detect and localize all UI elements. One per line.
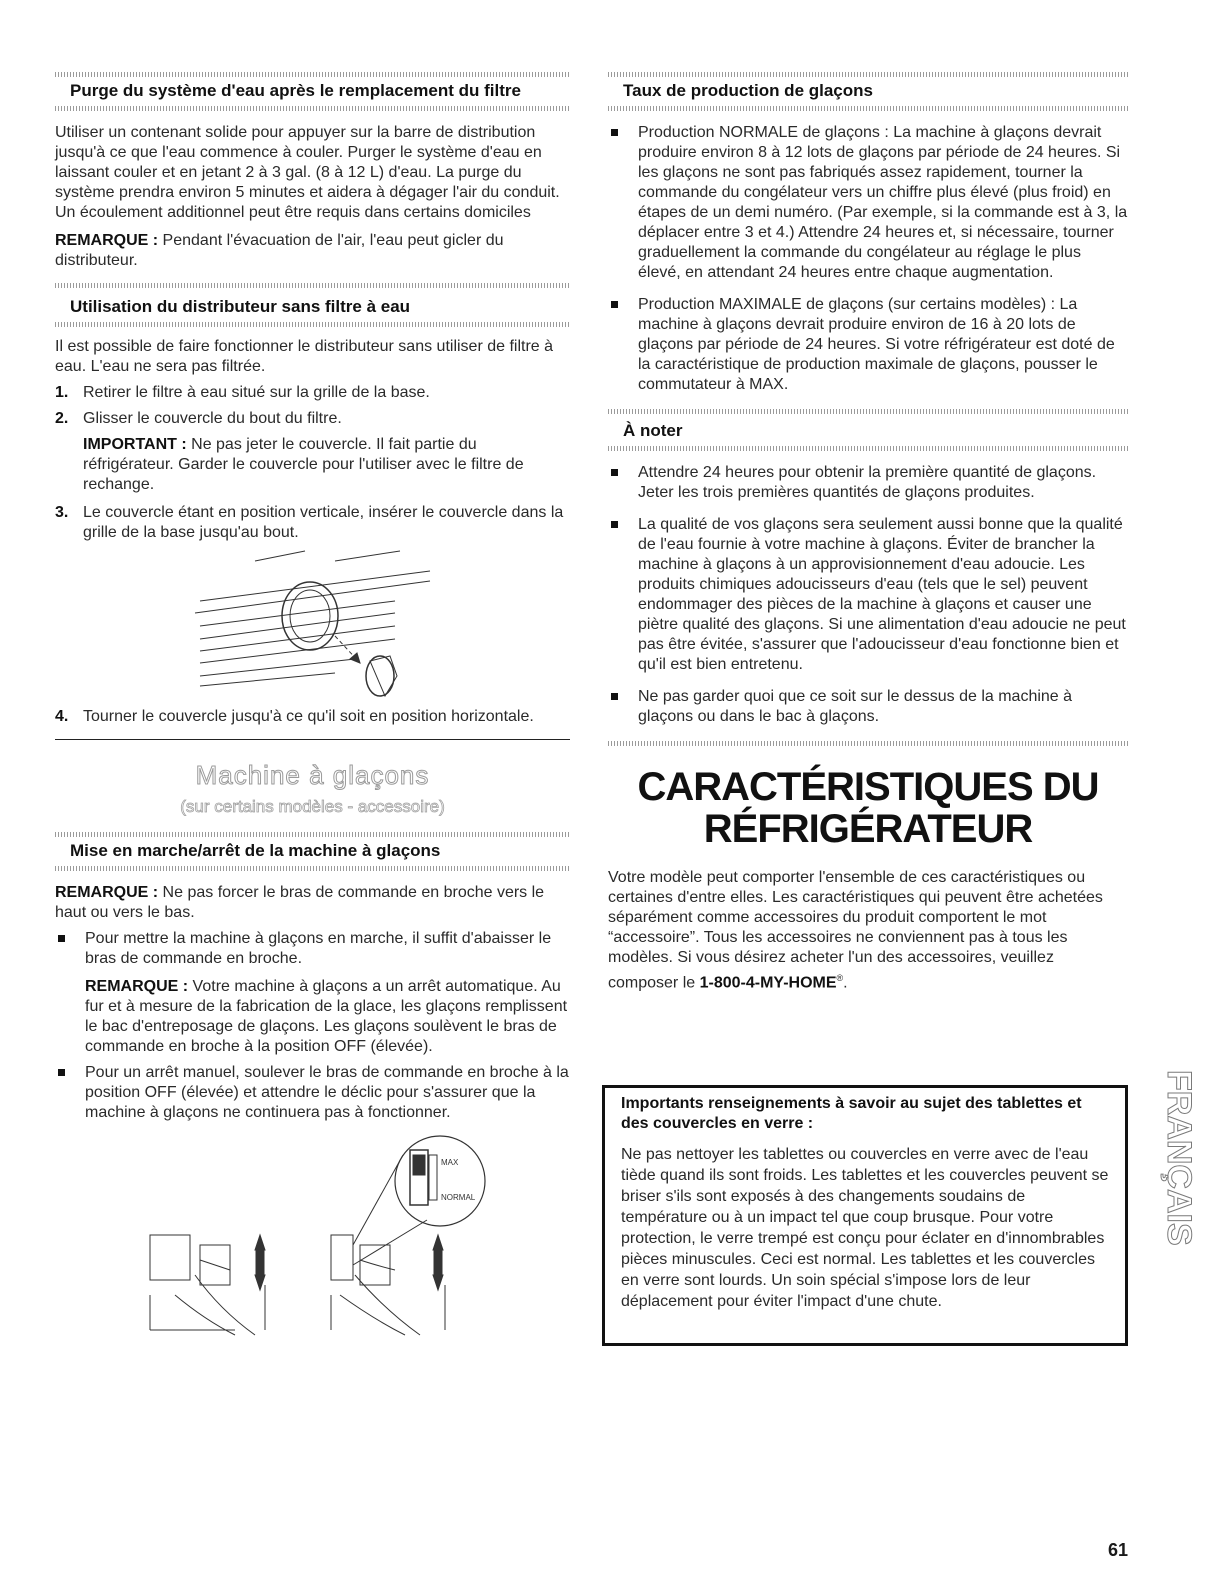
switch-max-label: MAX xyxy=(441,1158,459,1167)
purge-heading: Purge du système d'eau après le remplacement du filtre xyxy=(70,81,521,100)
section-divider xyxy=(55,727,570,740)
features-text: Votre modèle peut comporter l'ensemble de ces caractéristiques ou certaines d'entre elles. Les caractéristiques qui peuvent être achetées séparément comme accessoires du produit comportent le mot “accessoire”. Tous les accessoires ne conviennent pas à tous les modèles. Si vous désirez acheter l'un des accessoires, veuillez composer le 1-800-4-MY-HOME®. xyxy=(608,869,1103,992)
warning-text: Ne pas nettoyer les tablettes ou couvercles en verre avec de l'eau tiède quand ils sont froids. Les tablettes et les couvercles peuvent se briser s'ils sont exposés à des changements soudains de température ou à un impact tel que coup brusque. Pour votre protection, le verre trempé est conçu pour éclater en d'innombrables pièces minuscules. Ceci est normal. Les tablettes et les couvercles en verre sont lourds. Un soin spécial s'impose lors de leur déplacement pour éviter l'impact d'une chute. xyxy=(621,1146,1109,1310)
rate-heading: Taux de production de glaçons xyxy=(623,81,873,100)
purge-text: Utiliser un contenant solide pour appuyer sur la barre de distribution jusqu'à ce que l'eau commence à couler. Purger le système d'eau en laissant couler et en jetant 2 à 3 gal. (8 à 12 L) d'eau. La purge du système prendra environ 5 minutes et aidera à dégager l'air du conduit. Un écoulement additionnel peut être requis dans certains domiciles xyxy=(55,124,560,221)
rate-list xyxy=(608,123,1128,395)
right-column xyxy=(608,0,1128,993)
features-title-line2: RÉFRIGÉRATEUR xyxy=(703,807,1033,851)
list-item: Pour un arrêt manuel, soulever le bras de commande en broche à la position OFF (élevée) et attendre le déclic pour s'assurer que la machine à glaçons ne continuera pas à fonctionner. xyxy=(55,1063,570,1123)
purge-note: REMARQUE : Pendant l'évacuation de l'air, l'eau peut gicler du distributeur. xyxy=(55,232,504,269)
no-filter-heading: Utilisation du distributeur sans filtre à eau xyxy=(70,297,411,316)
switch-normal-label: NORMAL xyxy=(441,1193,476,1202)
list-item-note: REMARQUE : Votre machine à glaçons a un arrêt automatique. Au fur et à mesure de la fabrication de la glace, les glaçons remplissent le bac d'entreposage de glaçons. Les glaçons soulèvent le bras de commande en broche à la position OFF (élevée). xyxy=(85,978,568,1055)
step-item: 3. Le couvercle étant en position verticale, insérer le couvercle dans la grille de la base jusqu'au bout. xyxy=(55,504,564,541)
important-note: IMPORTANT : Ne pas jeter le couvercle. Il fait partie du réfrigérateur. Garder le couvercle pour l'utiliser avec le filtre de rechange. xyxy=(83,436,524,493)
svg-text:FRANÇAIS: FRANÇAIS xyxy=(1160,1070,1198,1246)
ice-maker-subtitle: (sur certains modèles - accessoire) xyxy=(180,797,445,816)
glass-warning-box xyxy=(602,1085,1128,1346)
filter-steps-end xyxy=(55,707,570,727)
list-item: Attendre 24 heures pour obtenir la première quantité de glaçons. Jeter les trois premières quantités de glaçons produites. xyxy=(608,463,1128,503)
list-item: La qualité de vos glaçons sera seulement aussi bonne que la qualité de l'eau fournie à votre machine à glaçons. Éviter de brancher la machine à glaçons à un approvisionnement d'eau adoucie. Les produits chimiques adoucisseurs d'eau (tels que le sel) peuvent endommager des pièces de la machine à glaçons et causer une piètre qualité des glaçons. Si une alimentation d'eau adoucie ne peut pas être évitée, s'assurer que l'adoucisseur d'eau fonctionne bien et qu'il est bien entretenu. xyxy=(608,515,1128,675)
warning-title: Importants renseignements à savoir au sujet des tablettes et des couvercles en verre : xyxy=(621,1095,1082,1132)
ice-maker-title: Machine à glaçons xyxy=(195,760,430,790)
no-filter-intro: Il est possible de faire fonctionner le distributeur sans utiliser de filtre à eau. L'eau ne sera pas filtrée. xyxy=(55,338,554,375)
note-heading: À noter xyxy=(623,421,683,440)
on-off-note: REMARQUE : Ne pas forcer le bras de commande en broche vers le haut ou vers le bas. xyxy=(55,884,545,921)
on-off-list xyxy=(55,929,570,1123)
list-item: Production MAXIMALE de glaçons (sur certains modèles) : La machine à glaçons devrait produire environ de 16 à 20 lots de glaçons par période de 24 heures. Si votre réfrigérateur est doté de la caractéristique de production maximale de glaçons, pousser le commutateur à MAX. xyxy=(608,295,1128,395)
list-item: Ne pas garder quoi que ce soit sur le dessus de la machine à glaçons ou dans le bac à glaçons. xyxy=(608,687,1128,727)
step-item: 1. Retirer le filtre à eau situé sur la grille de la base. xyxy=(55,384,430,401)
language-side-tab xyxy=(1151,1070,1198,1340)
on-off-heading: Mise en marche/arrêt de la machine à glaçons xyxy=(70,841,441,860)
filter-steps xyxy=(55,383,570,543)
left-column xyxy=(55,0,570,1335)
note-list xyxy=(608,463,1128,727)
filter-cap-illustration xyxy=(55,551,570,701)
list-item: Pour mettre la machine à glaçons en marche, il suffit d'abaisser le bras de commande en broche. xyxy=(55,929,570,969)
step-item: 4. Tourner le couvercle jusqu'à ce qu'il soit en position horizontale. xyxy=(55,708,534,725)
ice-maker-illustration xyxy=(55,1135,570,1335)
list-item: Production NORMALE de glaçons : La machine à glaçons devrait produire environ 8 à 12 lots de glaçons par période de 24 heures. Si les glaçons ne sont pas fabriqués assez rapidement, tourner la commande du congélateur vers un chiffre plus élevé (plus froid) en étapes de un demi numéro. (Par exemple, si la commande est à 3, la déplacer entre 3 et 4.) Attendre 24 heures et, si nécessaire, tourner graduellement la commande du congélateur au réglage le plus élevé, en attendant 24 heures entre chaque augmentation. xyxy=(608,123,1128,283)
step-item: 2. Glisser le couvercle du bout du filtre. xyxy=(55,410,342,427)
features-title-line1: CARACTÉRISTIQUES DU xyxy=(637,765,1099,809)
page-number: 61 xyxy=(1107,1540,1128,1560)
